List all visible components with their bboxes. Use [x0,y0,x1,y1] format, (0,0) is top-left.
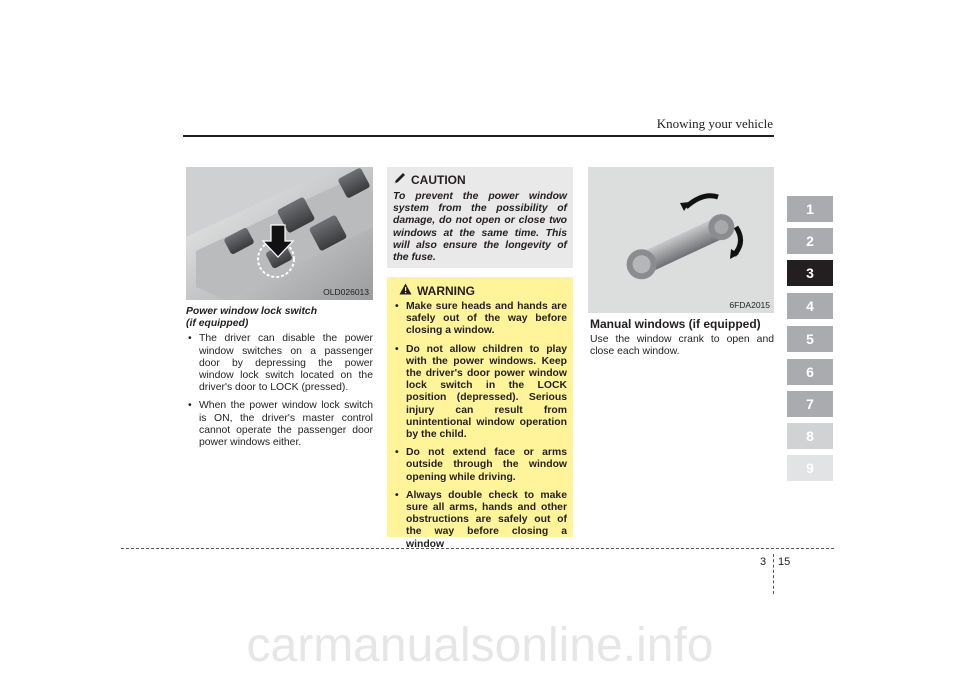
lock-switch-heading-note: (if equipped) [186,318,249,330]
window-crank-figure [588,167,774,313]
lock-switch-figure [186,167,373,300]
caution-title: CAUTION [411,173,466,187]
footer-divider [773,554,774,594]
list-item: • Do not allow children to play with the power windows. Keep the driver's door power window lock switch in the LOCK position (depressed). Serious injury can result from unintentional window operation by the child. [393,344,567,442]
lock-switch-bullets [186,333,373,449]
lock-switch-heading: Power window lock switch [186,306,318,317]
manual-windows-heading: Manual windows (if equipped) [590,317,761,331]
window-crank-illustration [588,167,774,313]
chapter-tab-7[interactable]: 7 [787,391,833,417]
caution-title-row [393,172,567,188]
figure-label: OLD026013 [323,287,369,297]
list-item: • Always double check to make sure all arms, hands and other obstructions are safely out of the way before closing a window [393,490,567,551]
chapter-tab-6[interactable]: 6 [787,359,833,385]
footer-rule [121,548,834,549]
list-item: • Do not extend face or arms outside through the window opening while driving. [393,447,567,484]
chapter-tab-3[interactable]: 3 [787,260,833,286]
warning-title: WARNING [417,283,475,298]
warning-box [387,277,573,550]
lock-switch-illustration [186,167,373,300]
warning-triangle-icon [399,283,412,298]
left-text-column [186,306,373,455]
section-title: Knowing your vehicle [656,116,773,131]
warning-title-row [399,283,567,298]
pencil-icon [393,172,406,188]
list-item: • The driver can disable the power window switches on a passenger door by depressing the power window lock switch located on the driver's door to LOCK (pressed). [186,333,373,394]
chapter-tab-1[interactable]: 1 [787,196,833,222]
chapter-tab-2[interactable]: 2 [787,228,833,254]
watermark: carmanualsonline.info [246,619,714,672]
header-rule [183,135,774,137]
chapter-tab-5[interactable]: 5 [787,326,833,352]
chapter-number: 3 [760,556,767,568]
caution-box [387,167,573,268]
page-number: 15 [778,556,791,568]
caution-text: To prevent the power window system from the possibility of damage, do not open or close two windows at the same time. This will also ensure the longevity of the fuse. [393,191,567,264]
figure-label: 6FDA2015 [729,300,770,310]
right-text-column [590,318,774,359]
list-item: • Make sure heads and hands are safely out of the way before closing a window. [393,301,567,338]
manual-windows-body: Use the window crank to open and close each window. [590,334,774,358]
chapter-tab-8[interactable]: 8 [787,423,833,449]
chapter-tab-9[interactable]: 9 [787,455,833,481]
chapter-tab-4[interactable]: 4 [787,293,833,319]
warning-bullets [393,301,567,551]
list-item: • When the power window lock switch is ON, the driver's master control cannot operate the passenger door power windows either. [186,400,373,449]
